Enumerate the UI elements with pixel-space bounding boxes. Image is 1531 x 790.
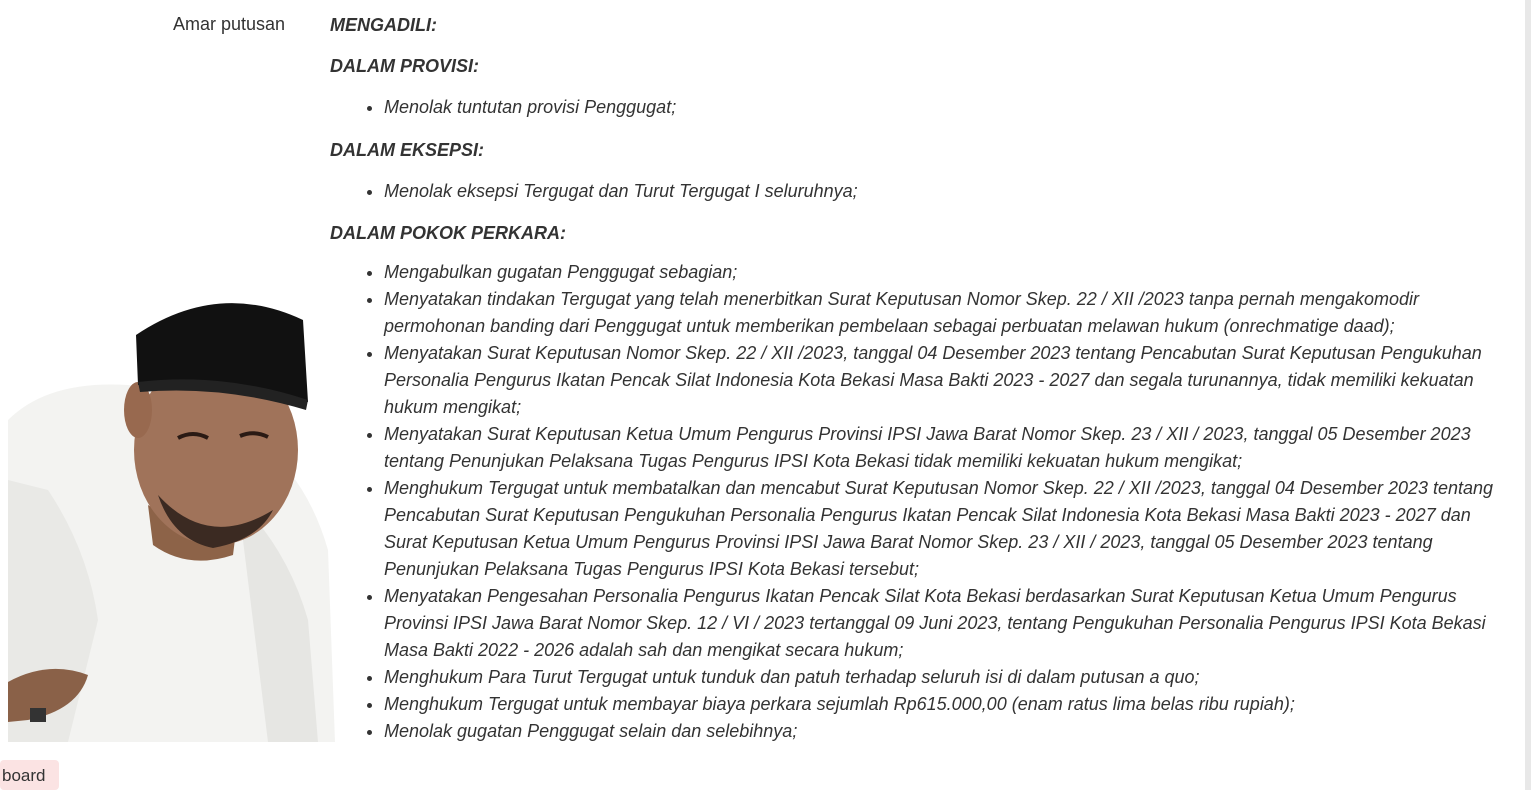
portrait-photo (8, 290, 335, 742)
list-item: • Menghukum Tergugat untuk membayar biaya perkara sejumlah Rp615.000,00 (enam ratus lima belas ribu rupiah); (384, 691, 1515, 718)
list-item: • Menolak eksepsi Tergugat dan Turut Tergugat I seluruhnya; (384, 178, 1515, 205)
list-item: • Mengabulkan gugatan Penggugat sebagian; (384, 259, 1515, 286)
pokok-perkara-list (330, 259, 1515, 745)
list-item: • Menolak tuntutan provisi Penggugat; (384, 94, 1515, 121)
list-item: • Menolak gugatan Penggugat selain dan selebihnya; (384, 718, 1515, 745)
heading-eksepsi: DALAM EKSEPSI: (330, 140, 485, 160)
verdict-content (330, 13, 1515, 761)
eksepsi-list (330, 178, 1515, 205)
list-item: • Menyatakan Surat Keputusan Nomor Skep. 22 / XII /2023, tanggal 04 Desember 2023 tentang Pencabutan Surat Keputusan Pengukuhan Personalia Pengurus Ikatan Pencak Silat Indonesia Kota Bekasi Masa Bakti 2023 - 2027 dan segala turunannya, tidak memiliki kekuatan hukum mengikat; (384, 340, 1515, 421)
heading-mengadili: MENGADILI: (330, 15, 437, 35)
field-label: Amar putusan (173, 14, 286, 34)
board-tag[interactable]: board (0, 760, 59, 790)
list-item: • Menyatakan Pengesahan Personalia Pengurus Ikatan Pencak Silat Kota Bekasi berdasarkan Surat Keputusan Ketua Umum Pengurus Provinsi IPSI Jawa Barat Nomor Skep. 12 / VI / 2023 tertanggal 09 Juni 2023, tentang Pengukuhan Personalia Pengurus IPSI Kota Bekasi Masa Bakti 2022 - 2026 adalah sah dan mengikat secara hukum; (384, 583, 1515, 664)
list-item: • Menghukum Tergugat untuk membatalkan dan mencabut Surat Keputusan Nomor Skep. 22 / XII /2023, tanggal 04 Desember 2023 tentang Pencabutan Surat Keputusan Pengukuhan Personalia Pengurus Ikatan Pencak Silat Indonesia Kota Bekasi Masa Bakti 2023 - 2027 dan Surat Keputusan Ketua Umum Pengurus Provinsi IPSI Jawa Barat Nomor Skep. 23 / XII / 2023, tanggal 05 Desember 2023 tentang Penunjukan Pelaksana Tugas Pengurus IPSI Kota Bekasi tersebut; (384, 475, 1515, 583)
list-item: • Menghukum Para Turut Tergugat untuk tunduk dan patuh terhadap seluruh isi di dalam putusan a quo; (384, 664, 1515, 691)
list-item: • Menyatakan tindakan Tergugat yang telah menerbitkan Surat Keputusan Nomor Skep. 22 / XII /2023 tanpa pernah mengakomodir permohonan banding dari Penggugat untuk memberikan pembelaan sebagai perbuatan melawan hukum (onrechmatige daad); (384, 286, 1515, 340)
list-item: • Menyatakan Surat Keputusan Ketua Umum Pengurus Provinsi IPSI Jawa Barat Nomor Skep. 23 / XII / 2023, tanggal 05 Desember 2023 tentang Penunjukan Pelaksana Tugas Pengurus IPSI Kota Bekasi tidak memiliki kekuatan hukum mengikat; (384, 421, 1515, 475)
heading-provisi: DALAM PROVISI: (330, 56, 480, 76)
scrollbar[interactable] (1525, 0, 1531, 790)
provisi-list (330, 94, 1515, 121)
heading-pokok-perkara: DALAM POKOK PERKARA: (330, 223, 566, 243)
